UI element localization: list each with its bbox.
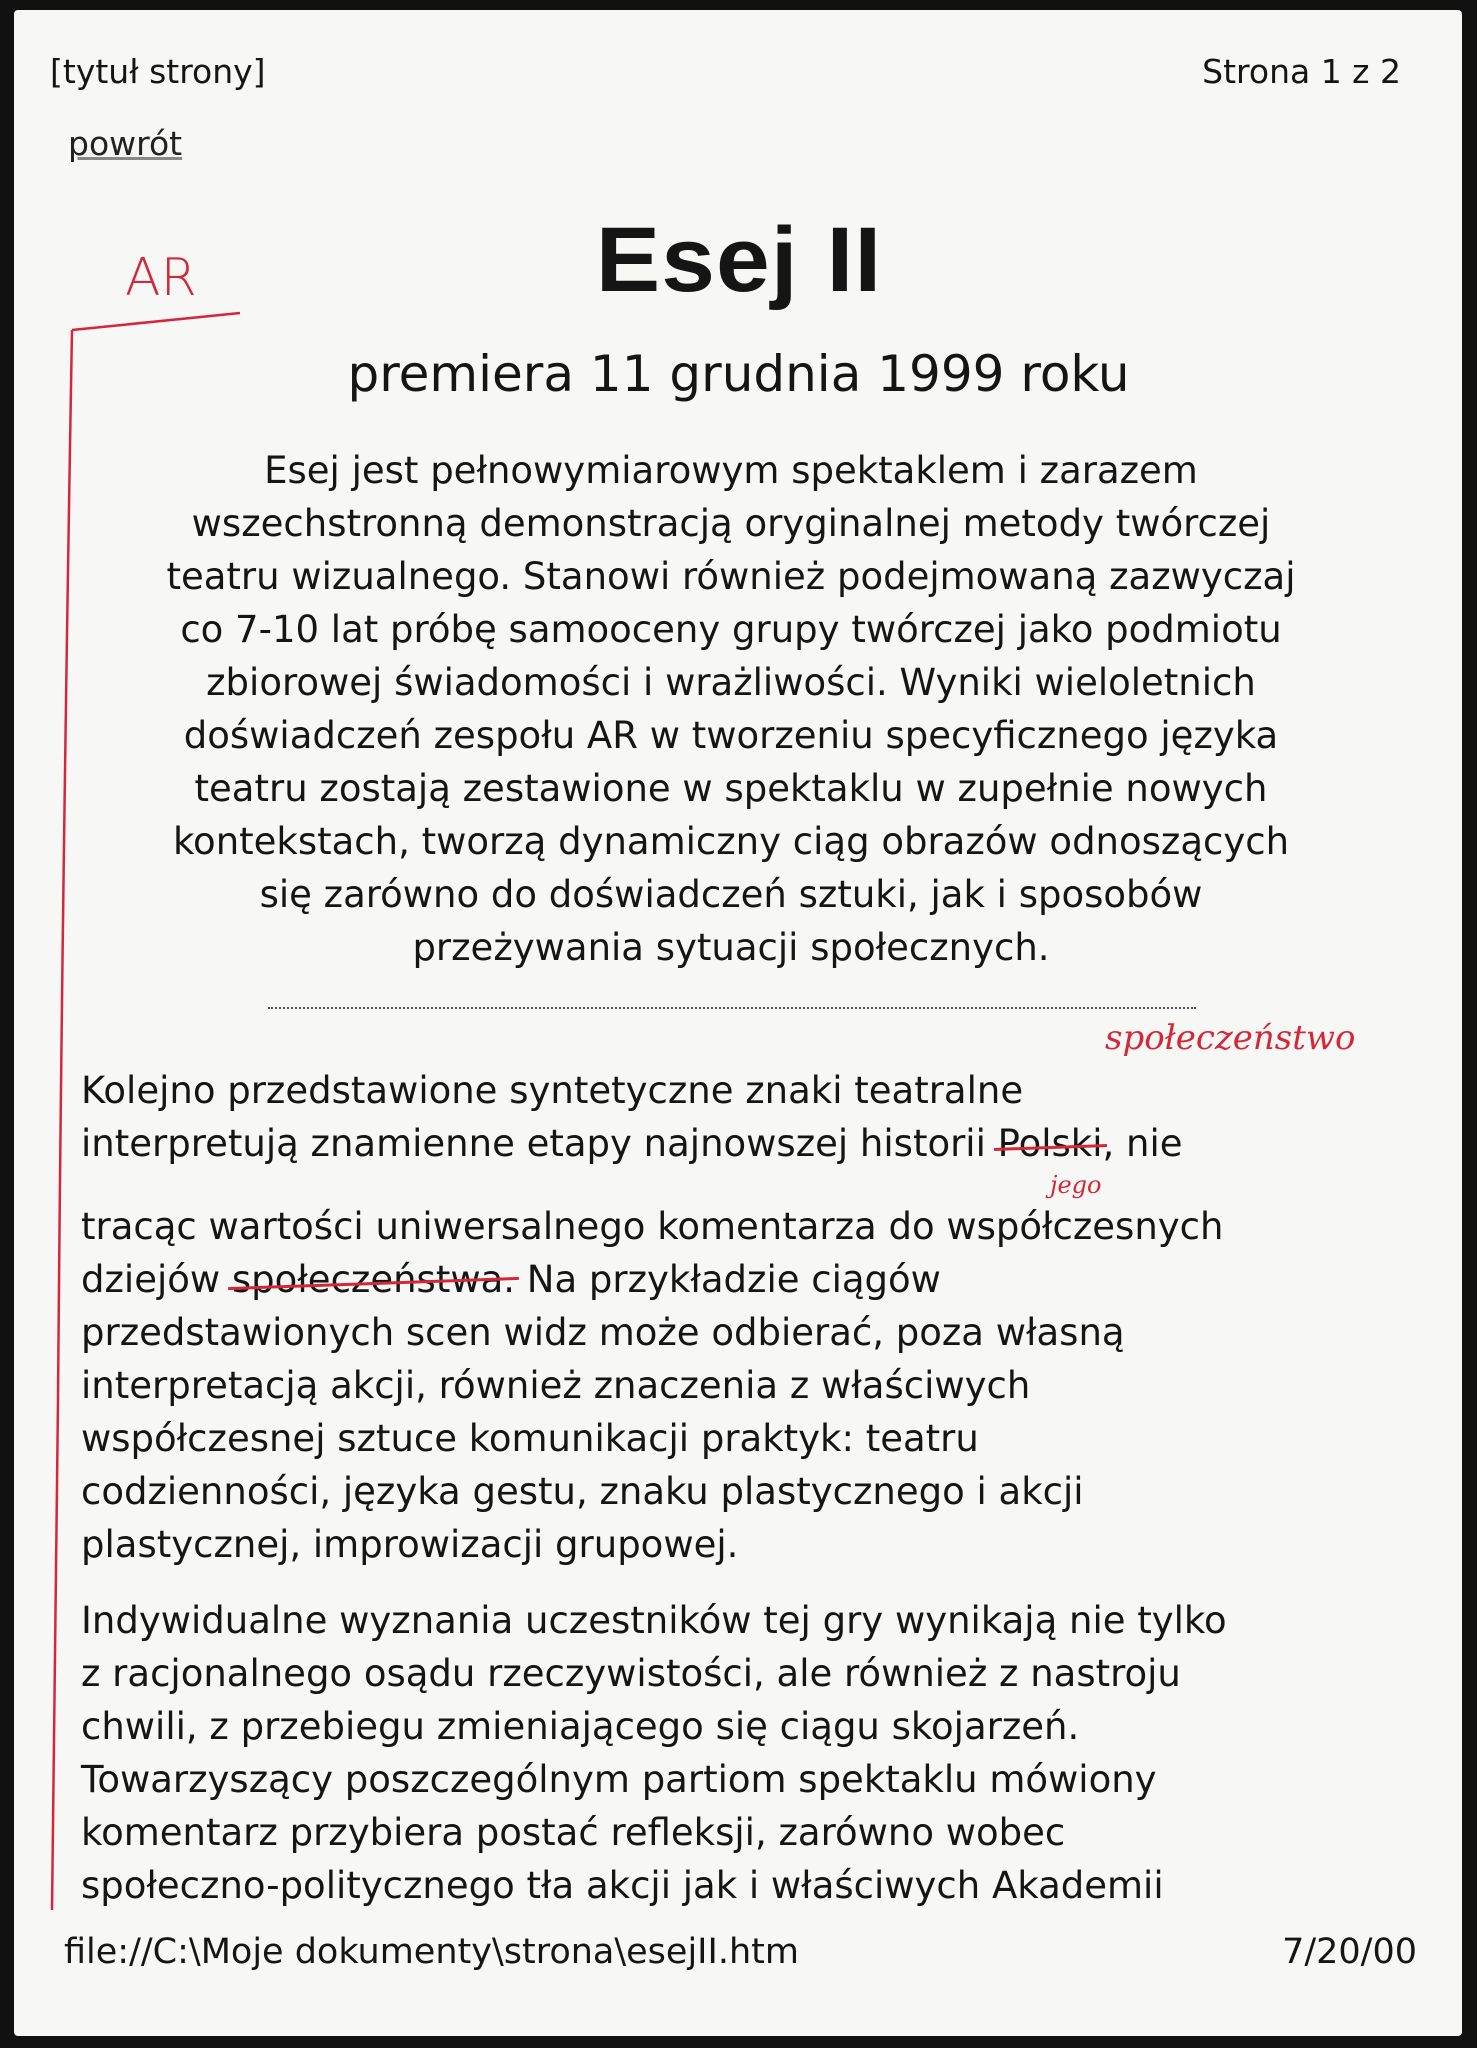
text-line: interpretacją akcji, również znaczenia z właściwych (81, 1364, 1031, 1407)
text-line: współczesnej sztuce komunikacji praktyk: teatru (81, 1417, 979, 1460)
handwritten-insertion: jego (1050, 1171, 1102, 1199)
text-line: chwili, z przebiegu zmieniającego się ciągu skojarzeń. (81, 1705, 1080, 1748)
text-line: zbiorowej świadomości i wrażliwości. Wyniki wieloletnich (206, 661, 1256, 704)
text-line: się zarówno do doświadczeń sztuki, jak i sposobów (259, 873, 1203, 916)
print-date: 7/20/00 (1282, 1932, 1417, 1972)
text-line: Indywidualne wyznania uczestników tej gry wynikają nie tylko (81, 1599, 1227, 1642)
text-line: plastycznej, improwizacji grupowej. (81, 1523, 739, 1566)
text-line: Towarzyszący poszczególnym partiom spektaklu mówiony (81, 1758, 1157, 1801)
text-line: co 7-10 lat próbę samooceny grupy twórczej jako podmiotu (180, 608, 1282, 651)
text-segment: interpretują znamienne etapy najnowszej historii (81, 1122, 998, 1165)
text-line: tracąc wartości uniwersalnego komentarza do współczesnych (81, 1205, 1224, 1248)
document-title: Esej II (595, 209, 882, 311)
text-line: wszechstronną demonstracją oryginalnej metody twórczej (191, 502, 1271, 545)
page-title-label: [tytuł strony] (50, 52, 266, 91)
struck-word: Polski (997, 1122, 1103, 1165)
handwritten-initials: AR (125, 248, 197, 308)
text-segment: , nie (1102, 1122, 1183, 1165)
text-line: z racjonalnego osądu rzeczywistości, ale również z nastroju (81, 1652, 1181, 1695)
text-segment: Na przykładzie ciągów (515, 1258, 941, 1301)
text-line: codzienności, języka gestu, znaku plastycznego i akcji (81, 1470, 1084, 1513)
premiere-subtitle: premiera 11 grudnia 1999 roku (347, 345, 1130, 403)
text-line: Kolejno przedstawione syntetyczne znaki teatralne (81, 1069, 1024, 1112)
page-count: Strona 1 z 2 (1202, 52, 1401, 91)
text-line: przeżywania sytuacji społecznych. (412, 926, 1050, 969)
text-segment: dziejów (81, 1258, 232, 1301)
text-line: społeczno-politycznego tła akcji jak i właściwych Akademii (81, 1864, 1164, 1907)
text-line: teatru zostają zestawione w spektaklu w zupełnie nowych (194, 767, 1268, 810)
text-line: teatru wizualnego. Stanowi również podejmowaną zazwyczaj (166, 555, 1296, 598)
text-line: kontekstach, tworzą dynamiczny ciąg obrazów odnoszących (172, 820, 1290, 863)
text-line: doświadczeń zespołu AR w tworzeniu specyficznego języka (183, 714, 1279, 757)
struck-word: społeczeństwa. (231, 1258, 516, 1301)
text-line: Esej jest pełnowymiarowym spektaklem i zarazem (264, 449, 1198, 492)
back-link[interactable]: powrót (68, 124, 183, 163)
text-line: przedstawionych scen widz może odbierać, poza własną (81, 1311, 1125, 1354)
handwritten-replacement: społeczeństwo (1105, 1018, 1356, 1058)
file-path: file://C:\Moje dokumenty\strona\esejII.htm (64, 1932, 799, 1972)
text-line: komentarz przybiera postać refleksji, zarówno wobec (81, 1811, 1066, 1854)
